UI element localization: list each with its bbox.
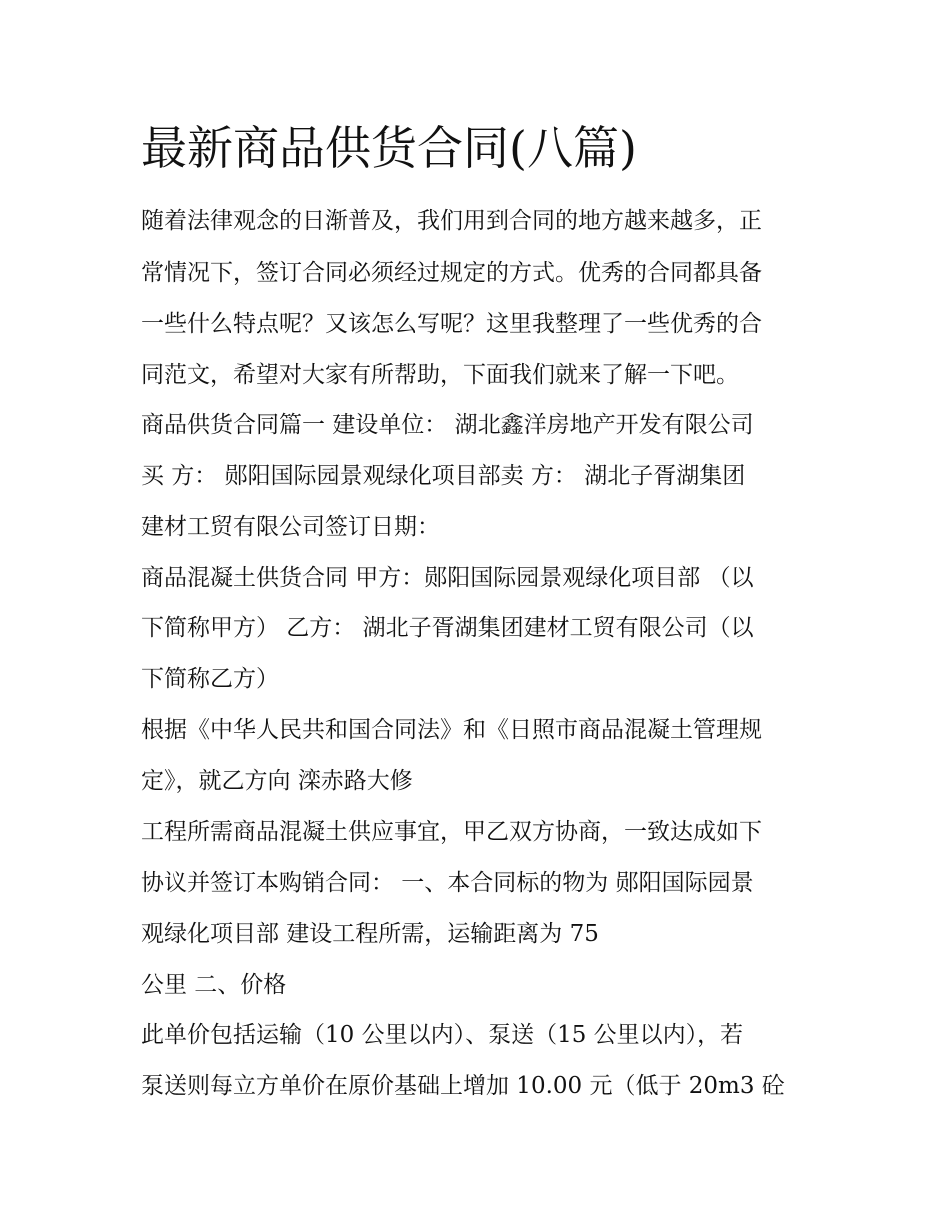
- body-text-line: 下简称甲方） 乙方： 湖北子胥湖集团建材工贸有限公司（以: [141, 615, 754, 641]
- body-text-line: 工程所需商品混凝土供应事宜，甲乙双方协商，一致达成如下: [141, 819, 762, 845]
- body-text-line: 协议并签订本购销合同： 一、本合同标的物为 郧阳国际园景: [141, 870, 754, 896]
- body-text-line: 下简称乙方）: [141, 666, 279, 692]
- document-title: 最新商品供货合同(八篇): [141, 121, 637, 175]
- body-text-line: 泵送则每立方单价在原价基础上增加 10.00 元（低于 20m3 砼: [141, 1073, 785, 1099]
- body-text-line: 观绿化项目部 建设工程所需，运输距离为 75: [141, 921, 599, 947]
- body-text-line: 常情况下，签订合同必须经过规定的方式。优秀的合同都具备: [141, 260, 762, 286]
- body-text-line: 公里 二、价格: [141, 972, 287, 998]
- body-text-line: 商品混凝土供货合同 甲方：郧阳国际园景观绿化项目部 （以: [141, 565, 754, 591]
- body-text-line: 商品供货合同篇一 建设单位： 湖北鑫洋房地产开发有限公司: [141, 412, 754, 438]
- body-text-line: 建材工贸有限公司签订日期：: [141, 514, 440, 540]
- body-text-line: 一些什么特点呢？又该怎么写呢？这里我整理了一些优秀的合: [141, 311, 762, 337]
- body-text-line: 此单价包括运输（10 公里以内）、泵送（15 公里以内），若: [141, 1022, 744, 1048]
- body-text-line: 买 方： 郧阳国际园景观绿化项目部卖 方： 湖北子胥湖集团: [141, 463, 746, 489]
- body-text-line: 根据《中华人民共和国合同法》和《日照市商品混凝土管理规: [141, 717, 762, 743]
- body-text-line: 定》，就乙方向 滦赤路大修: [141, 768, 413, 794]
- body-text-line: 同范文，希望对大家有所帮助，下面我们就来了解一下吧。: [141, 362, 739, 388]
- body-text-line: 随着法律观念的日渐普及，我们用到合同的地方越来越多，正: [141, 208, 762, 234]
